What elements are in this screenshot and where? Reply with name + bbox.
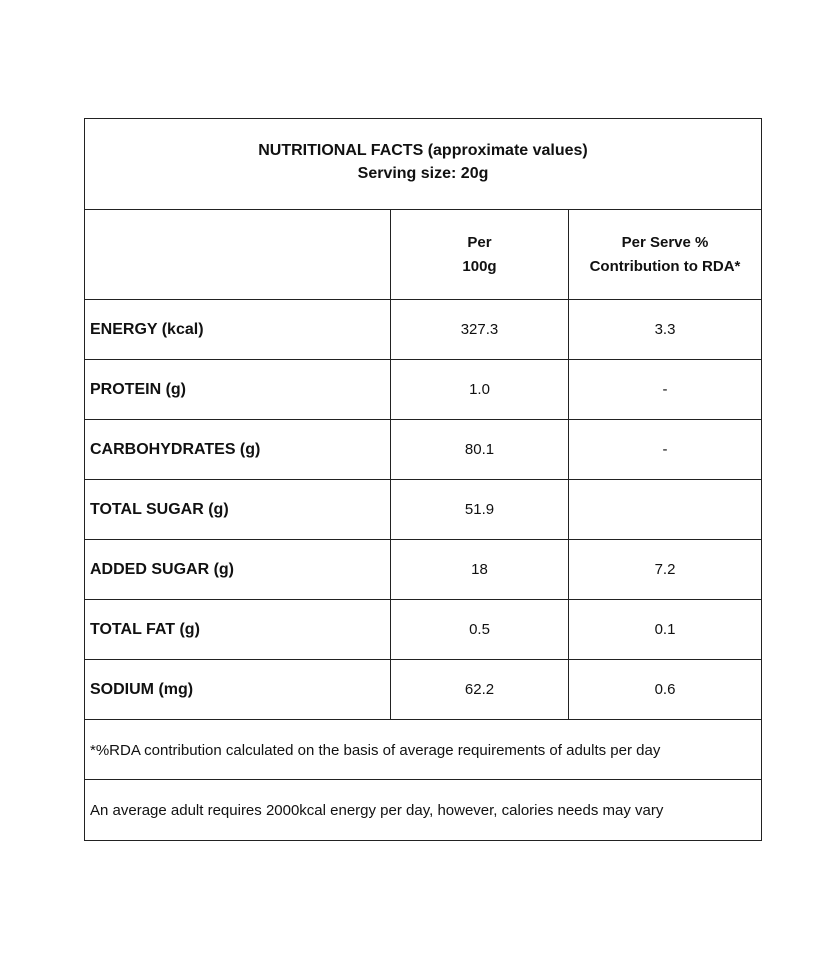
nutrient-grid — [85, 210, 761, 720]
table-row — [85, 420, 761, 480]
table-row — [85, 540, 761, 600]
table-title — [85, 119, 761, 210]
per-100g-header-line2: 100g — [462, 257, 497, 275]
title-qualifier: (approximate values) — [427, 142, 588, 159]
column-header-row — [85, 210, 761, 300]
rda-header-line1: Per Serve % — [621, 233, 709, 251]
title-main: NUTRITIONAL FACTS — [258, 142, 424, 159]
rda-column-header — [569, 210, 761, 299]
per-100g-value: 327.3 — [391, 300, 569, 359]
nutrient-label: SODIUM (mg) — [85, 660, 391, 719]
serving-size: Serving size: 20g — [357, 165, 489, 182]
per-100g-value: 51.9 — [391, 480, 569, 539]
title-line — [85, 139, 761, 162]
rda-footnote: *%RDA contribution calculated on the basis of average requirements of adults per day — [85, 722, 761, 780]
nutrient-label: CARBOHYDRATES (g) — [85, 420, 391, 479]
per-100g-value: 80.1 — [391, 420, 569, 479]
nutrient-column-header — [85, 210, 391, 299]
table-row — [85, 600, 761, 660]
rda-value: - — [662, 441, 668, 458]
per-100g-value: 18 — [391, 540, 569, 599]
per-100g-value: 1.0 — [391, 360, 569, 419]
rda-header-line2: Contribution to RDA* — [589, 257, 741, 275]
rda-value — [569, 480, 761, 539]
per-100g-column-header — [391, 210, 569, 299]
rda-value: 3.3 — [654, 321, 676, 338]
per-100g-value: 62.2 — [391, 660, 569, 719]
rda-value: 0.1 — [654, 621, 676, 638]
table-row — [85, 300, 761, 360]
nutrient-label: PROTEIN (g) — [85, 360, 391, 419]
nutrient-label: ADDED SUGAR (g) — [85, 540, 391, 599]
rda-value: 0.6 — [654, 681, 676, 698]
nutrition-facts-table — [84, 118, 762, 841]
table-row — [85, 480, 761, 540]
per-100g-value: 0.5 — [391, 600, 569, 659]
nutrient-label: TOTAL FAT (g) — [85, 600, 391, 659]
rda-value: - — [662, 381, 668, 398]
table-row — [85, 360, 761, 420]
per-100g-header-line1: Per — [467, 233, 492, 251]
nutrient-label: ENERGY (kcal) — [85, 300, 391, 359]
rda-value: 7.2 — [654, 561, 676, 578]
energy-footnote: An average adult requires 2000kcal energy per day, however, calories needs may vary — [90, 801, 664, 819]
nutrient-label: TOTAL SUGAR (g) — [85, 480, 391, 539]
table-row — [85, 660, 761, 720]
